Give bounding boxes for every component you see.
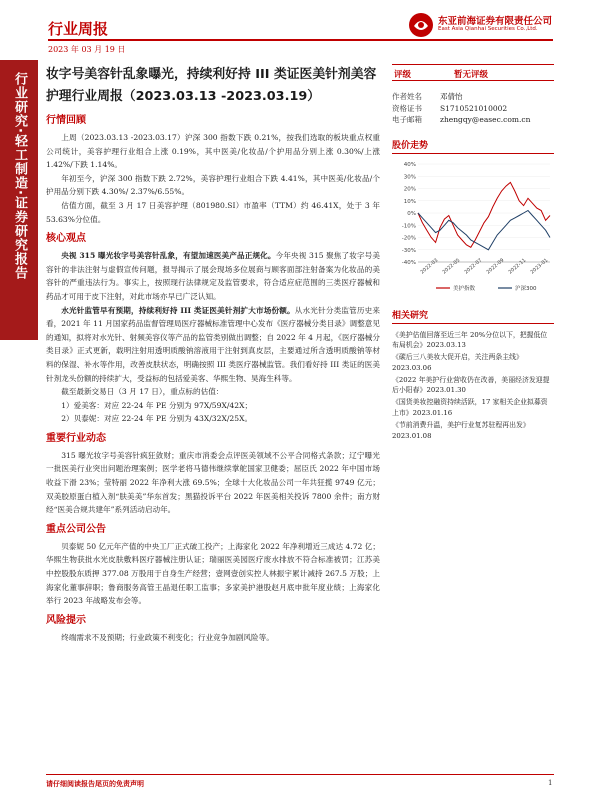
analyst-key: 作者姓名 [392,92,422,101]
review-paragraph-1: 上周（2023.03.13 -2023.03.17）沪深 300 指数下跌 0.21%，按我们选取的板块重点权重公司统计，美容护理行业组合上涨 0.19%，其中医美/化妆品/个护用品分别上涨 0.30%/上涨 1.42%/下跌 1.14%。 [46,133,380,170]
analyst-row [392,114,554,126]
core-paragraph-3: 截至最新交易日（3 月 17 日），重点标的估值： [61,387,224,397]
analyst-row [392,91,554,103]
y-tick-label: -40% [401,259,416,266]
section-title-risk: 风险提示 [46,614,86,626]
y-tick-label: 0% [407,210,416,217]
review-paragraph-2: 年初至今，沪深 300 指数下跌 2.72%，美容护理行业组合下跌 4.41%，其中医美/化妆品/个护用品分别下跌 4.30%/ 2.37%/6.55%。 [46,173,380,197]
analyst-key: 资格证书 [392,103,422,113]
section-title-core: 核心观点 [46,233,86,245]
main-column [46,64,380,644]
x-tick-label: 2022-05 [441,256,462,276]
rating-label: 评级 [394,70,412,80]
valuation-item: 1）爱美客：对应 22-24 年 PE 分别为 97X/59X/42X； [61,400,253,410]
news-paragraph: 315 曝光妆字号美容针疯狂敛财；重庆市消委会点评医美领域不公平合同格式条款；辽宁曝光一批医美行业突出问题治理案例；医学老将马德伟继续掌舵国家卫健委；屈臣氏 2022 年中国市场收益下滑 23%；莹特丽 2022 年净利大涨 69.5%；全球十大化妆品公司一年共狂揽 9749 亿元；双美胶原蛋白植入剂“肤美美”华东首发；黑猫投诉平台 2022 年医美相关投诉 7800 余件；南方财经“医美合规共建年”系列活动启动年。 [46,450,380,515]
page-number: 1 [548,779,553,787]
review-paragraph-3: 估值方面，截至 3 月 17 日美容护理（801980.SI）市盈率（TTM）约 46.41X，处于 3 年 53.63%分位值。 [46,200,380,224]
research-link[interactable]: 《美护估值回落至近三年 20%分位以下，把握低位布局机会》2023.03.13 [392,330,548,350]
report-date: 2023 年 03 月 19 日 [48,45,126,54]
core-paragraph-2-body: 从水光针分类监管历史来看，2021 年 11 月国家药品监督管理局医疗器械标准管理中心发布《医疗器械分类目录》调整意见的通知，拟将对水光针、射频美容仪等产品的监管类别做出调整；自 2022 年 4 月起，《医疗器械分类目录》正式更新，载明注射用透明质酸钠溶液用于注射到真皮层，主要通过所含透明质酸钠等材料的保湿、补水等作用，改善皮肤状态，明确按照 III 类医疗器械监管。我们看好持 III 类证的医美针剂龙头份额的持续扩大，受益标的包括爱美客、华熙生物、昊海生科等。 [46,305,380,383]
analyst-key: 电子邮箱 [392,115,422,124]
analyst-row [392,103,554,115]
section-title-review: 行情回顾 [46,115,86,126]
analyst-value: 邓倩怡 [440,92,463,101]
sidebar-band [0,60,38,340]
footer-divider [46,774,554,775]
report-title: 妆字号美容针乱象曝光，持续利好持 III 类证医美针剂美容护理行业周报（2023.03.13 -2023.03.19） [46,67,377,104]
research-link[interactable]: 《国货美妆控融资持续活跃，17 家相关企业拟募资上市》2023.01.16 [392,398,548,418]
rating-box [392,64,554,81]
company-logo [408,12,558,38]
stock-trend-title: 股价走势 [392,138,554,154]
report-type: 行业周报 [48,20,109,38]
series-line-1 [418,210,550,249]
research-link[interactable]: 《2022 年美护行业营收仍在改善，美丽经济发迎提后小阳春》2023.01.30 [392,375,550,395]
y-tick-label: 10% [403,198,416,205]
y-tick-label: 40% [403,161,416,168]
risk-paragraph: 终端需求不及预期；行业政策不利变化；行业竞争加剧风险等。 [61,632,274,642]
y-tick-label: 20% [403,186,416,192]
report-header [0,0,600,58]
y-tick-label: 30% [403,173,416,180]
footer-disclaimer: 请仔细阅读报告尾页的免责声明 [46,780,144,788]
core-paragraph-2-lead: 水光针监管早有预期，持续利好持 III 类证医美针剂扩大市场份额。 [61,305,295,315]
related-research-title: 相关研究 [392,308,554,324]
stock-trend-chart [392,158,554,296]
logo-name-en: East Asia Qianhai Securities Co.,Ltd. [438,26,538,32]
sidebar-label: 行业研究·轻工制造·证券研究报告 [12,72,27,280]
x-tick-label: 2022-03 [419,256,440,276]
rating-value: 暂无评级 [454,70,489,80]
y-tick-label: -10% [401,222,416,229]
logo-mark-icon [408,12,434,38]
x-tick-label: 2022-07 [463,256,484,276]
stock-trend-svg [392,158,554,296]
y-tick-label: -30% [401,247,416,254]
y-tick-label: -20% [401,235,416,241]
core-paragraph-1-lead: 央视 315 曝光妆字号美容针乱象，有望加速医美产品正规化。 [61,251,276,261]
related-research-list [392,330,554,442]
legend-label: 美护指数 [453,285,476,292]
section-title-news: 重要行业动态 [46,432,106,444]
analyst-value: S1710521010002 [440,103,508,113]
analyst-info [392,91,554,126]
legend-label: 沪深300 [515,285,537,292]
x-tick-label: 2022-11 [507,256,528,276]
x-tick-label: 2023-01 [529,256,550,276]
section-title-company: 重点公司公告 [46,523,106,535]
core-paragraph-1-body: 今年央视 315 聚焦了妆字号美容针的非法注射与虚假宣传问题，报导揭示了展会现场多位展商与顾客面部注射备案为化妆品的美容针的严重违法行为。事实上，按照现行法律规定及监管要求，符合适应症范围的三类医疗器械和药品才可用于皮下注射，对此市场亦早已广泛认知。 [46,251,380,301]
company-paragraph: 贝泰妮 50 亿元年产值的中央工厂正式破工投产；上海家化 2022 年净利增近三成达 4.72 亿；华熙生物获批水光皮肤敷料医疗器械注册认证；瑞丽医美园医疗废水排放不符合标准被罚；江苏美中控股股东质押 377.08 万股用于自身生产经营；壹网壹创实控人林振宇累计减持 267.5 万股；上海家化董事辞职；鲁商服务高管王晶退任职工监事；多家美护港股赵月底申批年度业绩；上海家化举行 2023 年战略发布会等。 [46,541,380,606]
analyst-email[interactable]: zhengqy@easec.com.cn [440,115,531,124]
core-paragraph-2 [46,304,380,386]
valuation-item: 2）贝泰妮：对应 22-24 年 PE 分别为 43X/32X/25X。 [61,414,253,424]
side-column [392,64,554,442]
x-tick-label: 2022-09 [485,256,506,276]
research-link[interactable]: 《碳后三八美妆大促开启，关注两条主线》2023.03.06 [392,353,523,372]
research-link[interactable]: 《节前消费升温，美护行业复苏驻程再出发》2023.01.08 [392,420,530,440]
header-divider [48,39,553,41]
logo-name-cn: 东亚前海证券有限责任公司 [438,16,553,27]
core-paragraph-1 [46,249,380,303]
